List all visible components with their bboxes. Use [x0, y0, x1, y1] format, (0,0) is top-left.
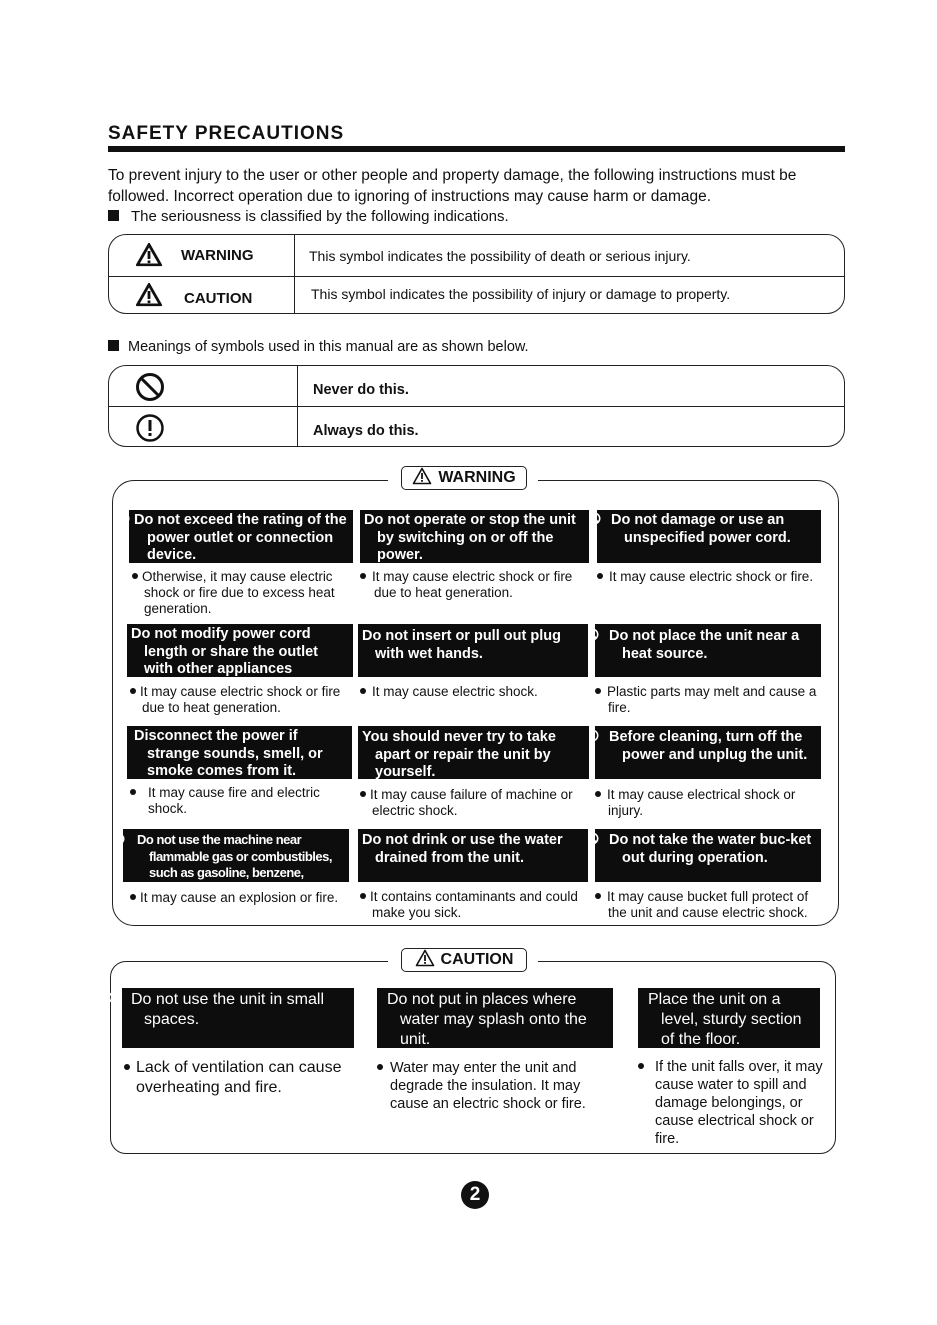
warning-item-title: Do not drink or use the water drained from the unit.	[358, 829, 588, 882]
warning-item-title: Do not insert or pull out plug with wet hands.	[358, 624, 588, 677]
warning-item-title: Do not place the unit near a heat source.	[595, 624, 821, 677]
warning-item-title: Do not take the water buc-ket out during operation.	[595, 829, 821, 882]
warning-triangle-icon	[412, 467, 432, 490]
meaning-text: Never do this.	[313, 382, 409, 398]
indication-row-caution	[109, 276, 844, 316]
warning-item-title: Do not damage or use an unspecified power cord.	[597, 510, 821, 563]
square-bullet-icon	[108, 210, 119, 221]
warning-triangle-icon	[415, 949, 435, 972]
meaning-row-never	[109, 366, 844, 406]
warning-item-desc: It may cause electric shock.	[360, 684, 592, 700]
warning-item-title: You should never try to take apart or repair the unit by yourself.	[358, 726, 589, 779]
warning-triangle-icon	[135, 242, 163, 272]
caution-item-desc: Water may enter the unit and degrade the insulation. It may cause an electric shock or fire.	[377, 1059, 609, 1113]
caution-item-desc: If the unit falls over, it may cause water to spill and damage belongings, or cause electrical shock or fire.	[638, 1058, 834, 1148]
warning-item-title: Do not use the machine near flammable gas or combustibles, such as gasoline, benzene,	[123, 829, 349, 882]
meanings-note	[108, 339, 529, 355]
indication-text: This symbol indicates the possibility of death or serious injury.	[309, 248, 691, 264]
caution-item-desc: Lack of ventilation can cause overheating and fire.	[124, 1058, 364, 1098]
caution-item-title: Do not use the unit in small spaces.	[122, 988, 354, 1048]
mandatory-icon	[135, 413, 165, 448]
warning-section-label	[401, 466, 527, 490]
warning-item-desc: It may cause electrical shock or injury.	[595, 787, 827, 819]
warning-item-title: Disconnect the power if strange sounds, smell, or smoke comes from it.	[127, 726, 352, 779]
meaning-row-always	[109, 407, 844, 447]
classification-note-text: The seriousness is classified by the following indications.	[131, 208, 509, 225]
caution-section-title: CAUTION	[440, 951, 514, 968]
warning-item-title: Do not exceed the rating of the power outlet or connection device.	[129, 510, 353, 563]
indication-text: This symbol indicates the possibility of injury or damage to property.	[311, 286, 731, 302]
indication-row-warning	[109, 235, 844, 275]
caution-section-label	[401, 948, 527, 972]
warning-item-desc: It may cause fire and electric shock.	[130, 785, 352, 817]
meaning-text: Always do this.	[313, 423, 419, 439]
warning-item-desc: It may cause electric shock or fire due to heat generation.	[360, 569, 592, 601]
warning-item-title: Before cleaning, turn off the power and unplug the unit.	[595, 726, 821, 779]
warning-item-desc: It may cause an explosion or fire.	[130, 890, 356, 906]
warning-item-desc: Plastic parts may melt and cause a fire.	[595, 684, 827, 716]
warning-item-desc: It may cause bucket full protect of the unit and cause electric shock.	[595, 889, 827, 921]
warning-item-desc: It may cause failure of machine or electric shock.	[360, 787, 592, 819]
warning-item-title: Do not operate or stop the unit by switching on or off the power.	[360, 510, 589, 563]
indication-label: CAUTION	[184, 290, 253, 307]
warning-item-title: Do not modify power cord length or share the outlet with other appliances	[127, 624, 353, 677]
square-bullet-icon	[108, 340, 119, 351]
warning-triangle-icon	[135, 282, 163, 312]
meanings-note-text: Meanings of symbols used in this manual are as shown below.	[128, 339, 529, 355]
warning-item-desc: It may cause electric shock or fire due to heat generation.	[130, 684, 352, 716]
indication-label: WARNING	[181, 247, 254, 264]
page-title: SAFETY PRECAUTIONS	[108, 123, 345, 144]
page-number: 2	[461, 1181, 489, 1209]
caution-item-title: Place the unit on a level, sturdy section of the floor.	[638, 988, 820, 1048]
symbol-meanings-table	[108, 365, 845, 447]
intro-text: To prevent injury to the user or other people and property damage, the following instructions must be followed. Incorrect operation due to ignoring of instructions may cause harm or damage.	[108, 167, 797, 205]
warning-item-desc: Otherwise, it may cause electric shock or fire due to excess heat generation.	[132, 569, 352, 617]
caution-item-title: Do not put in places where water may splash onto the unit.	[377, 988, 613, 1048]
warning-section-title: WARNING	[438, 469, 516, 486]
classification-note	[108, 208, 509, 225]
warning-item-desc: It contains contaminants and could make you sick.	[360, 889, 592, 921]
prohibited-icon	[135, 372, 165, 407]
warning-item-desc: It may cause electric shock or fire.	[597, 569, 833, 585]
indication-table	[108, 234, 845, 314]
title-rule	[108, 146, 845, 152]
